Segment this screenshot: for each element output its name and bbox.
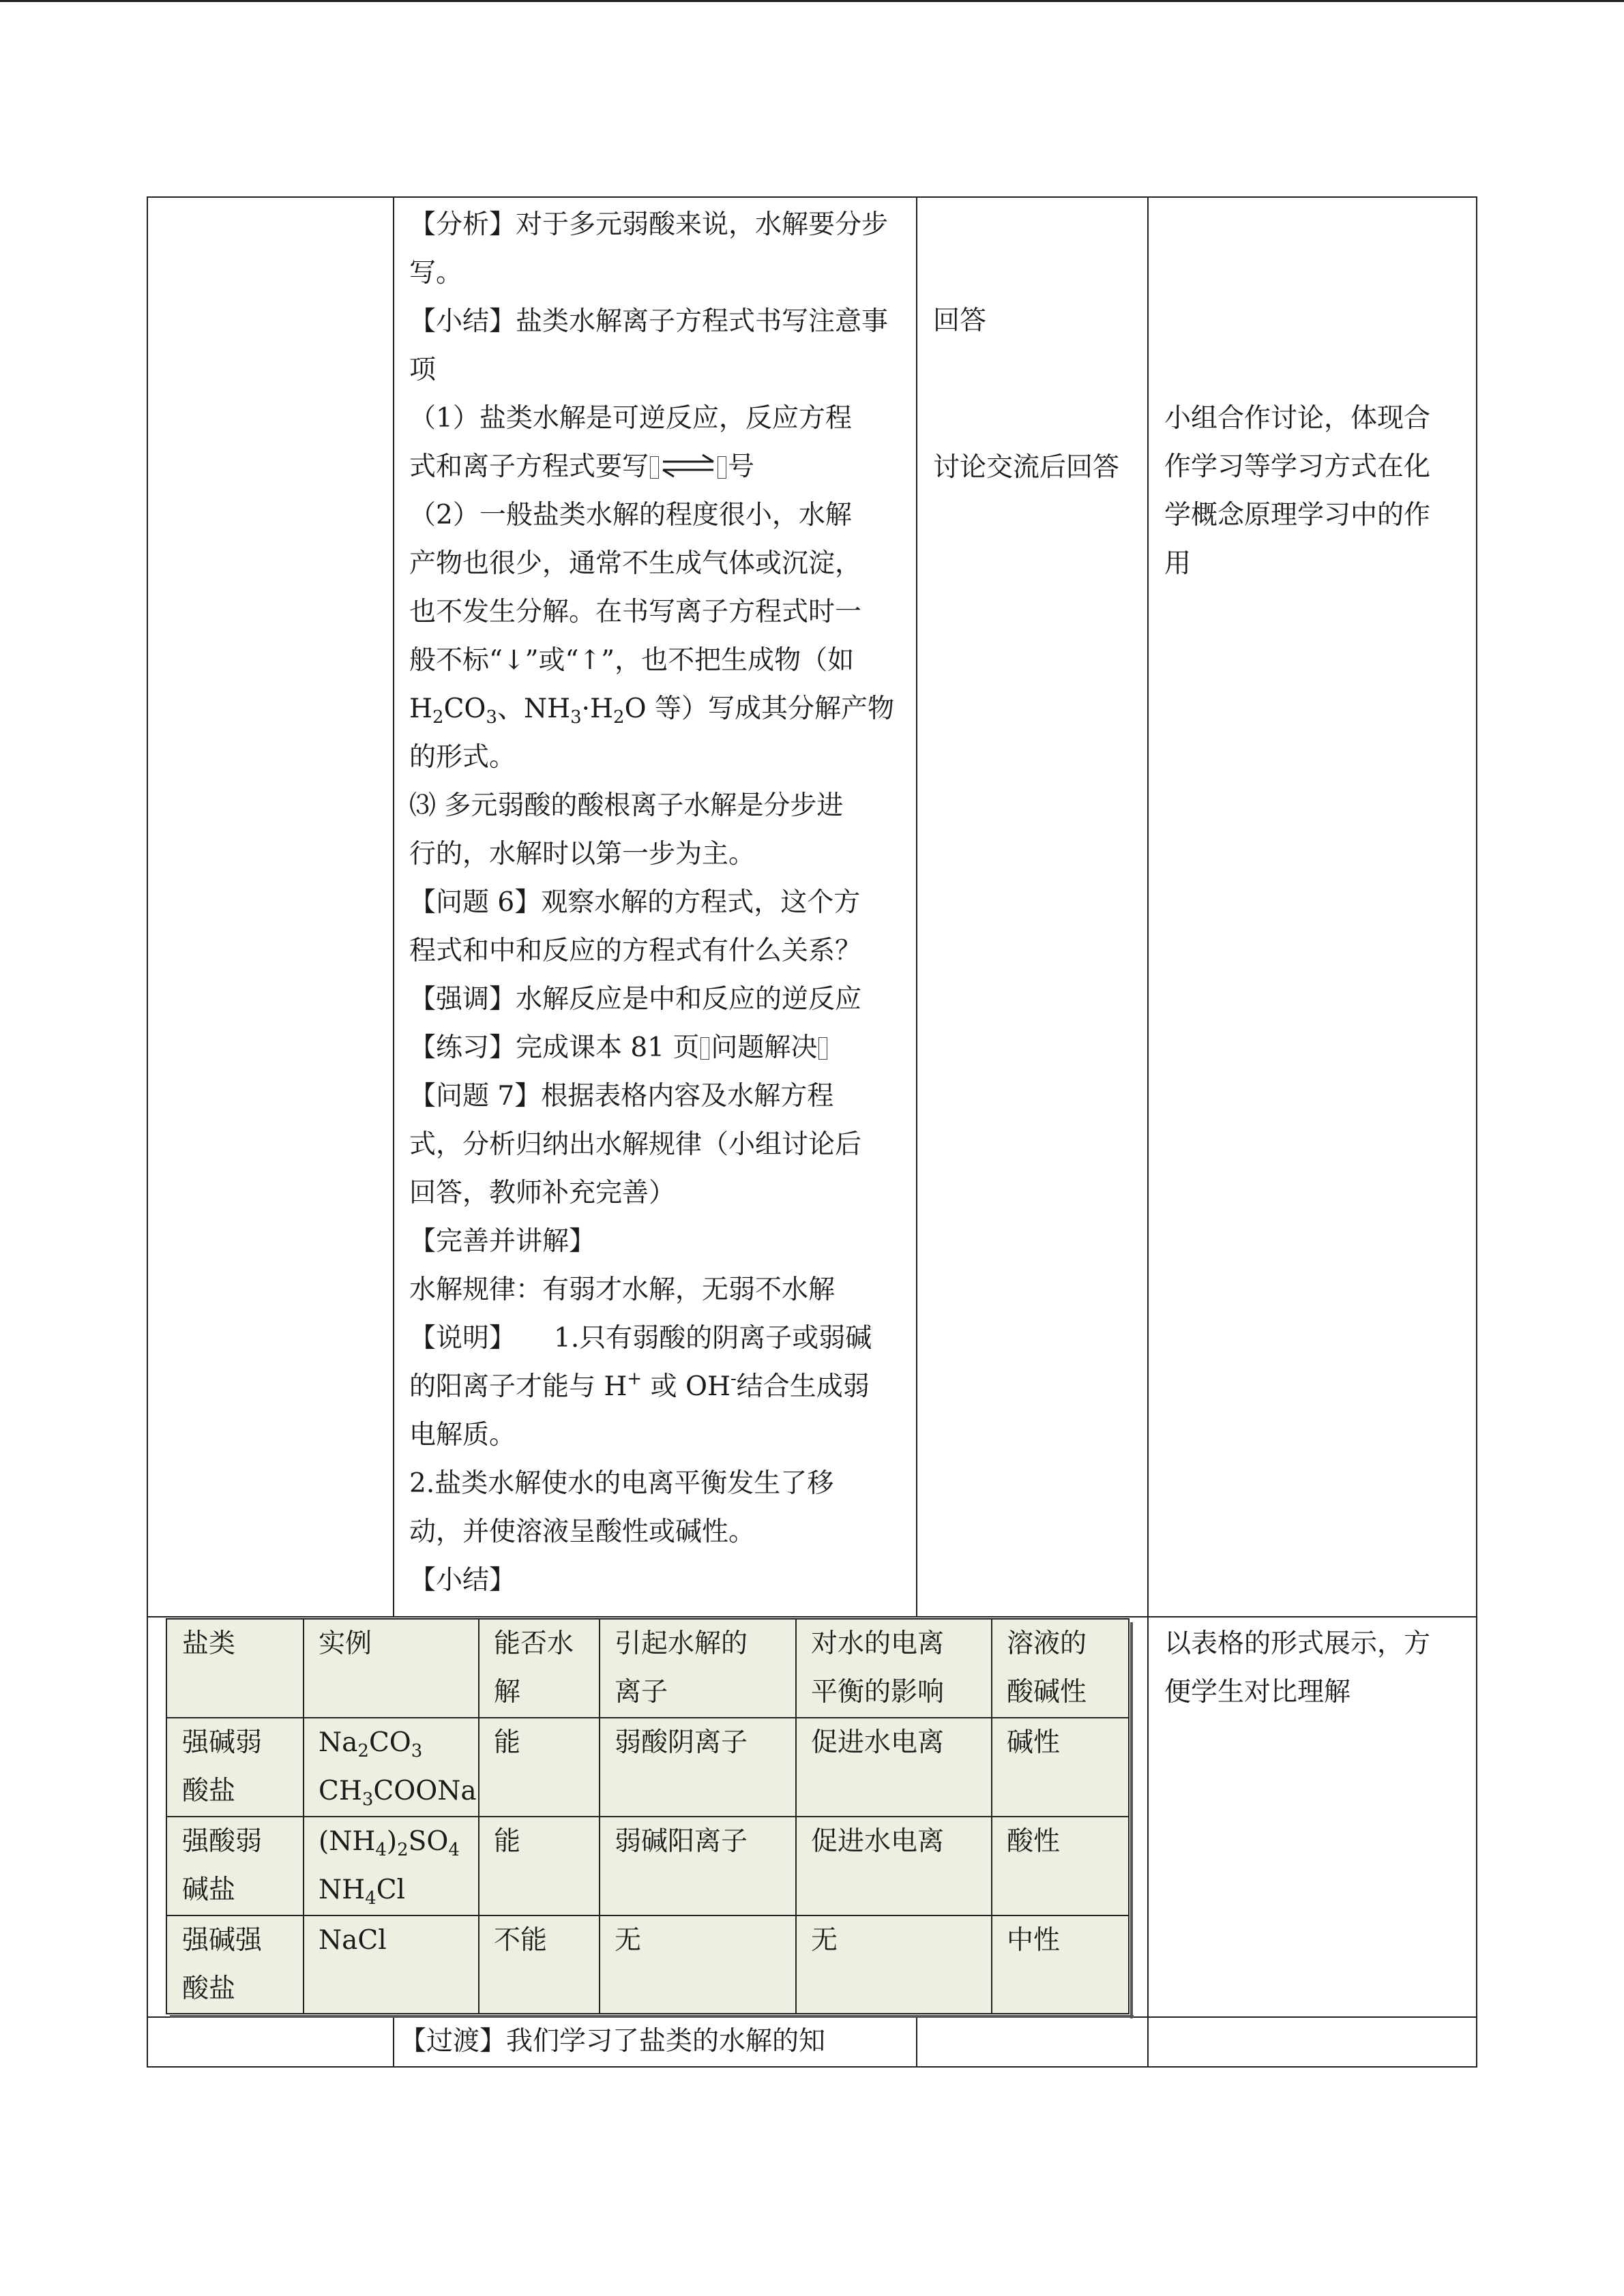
note-line: 2.盐类水解使水的电离平衡发生了移 [409,1468,834,1499]
table-row-3-example: NaCl [319,1925,387,1956]
rule-line: 水解规律：有弱才水解，无弱不水解 [409,1274,836,1305]
header-ion: 引起水解的 离子 [615,1628,748,1708]
table-right-border [1476,196,1477,2068]
table-row-1-ion: 弱酸阴离子 [615,1727,748,1758]
missing-glyph-box [650,456,659,479]
summary-title: 【小结】盐类水解离子方程式书写注意事项 [409,306,889,385]
practice-line: 【练习】完成课本 81 页 问题解决 [409,1024,907,1072]
table-left-border [147,196,148,2068]
table-row-3-type: 强碱强 酸盐 [182,1925,263,2004]
note-line: 的阳离子才能与 H+ 或 OH-结合生成弱 [409,1369,870,1402]
table-row-3-hydrolysis: 不能 [494,1925,548,1956]
point3-line: ⑶ 多元弱酸的酸根离子水解是分步进 [409,790,844,821]
student-discuss: 讨论交流后回答 [933,452,1120,483]
table-row-2-effect: 促进水电离 [811,1826,945,1857]
missing-glyph-box [818,1037,827,1060]
table-row-2-ion: 弱碱阳离子 [615,1826,748,1857]
table-row-1-effect: 促进水电离 [811,1727,945,1758]
header-acidity: 溶液的 酸碱性 [1007,1628,1087,1708]
header-hydrolysis: 能否水 解 [494,1628,574,1708]
student-answer: 回答 [933,305,987,336]
table-row-2-hydrolysis: 能 [494,1826,521,1857]
point3-line: 行的，水解时以第一步为主。 [409,839,756,869]
point1-line: 式和离子方程式要写 号 [409,451,755,482]
small-summary-line: 【小结】 [409,1565,516,1596]
table-row-1-acidity: 碱性 [1007,1727,1061,1758]
table-row-3-effect: 无 [811,1925,838,1956]
table-row-3-acidity: 中性 [1007,1925,1061,1956]
note-line: 【说明】 1.只有弱酸的阴离子或弱碱 [409,1323,872,1354]
point2-line: 也不发生分解。在书写离子方程式时一 [409,597,862,627]
table-row-2-acidity: 酸性 [1007,1826,1061,1857]
point1-line: （1）盐类水解是可逆反应，反应方程 [409,403,852,434]
table-row-1-example: $Na_2CO_3$ $CH_3COONa$ [319,1727,477,1810]
point2-line: 般不标“↓”或“↑”，也不把生成物（如 [409,645,855,676]
note-line: 电解质。 [409,1420,516,1450]
column-divider [393,196,394,1617]
column-divider [916,2016,917,2068]
point2-formula-line: $H_2CO_3$、$NH_3\cdot H_2O$ 等）写成其分解产物 [409,694,894,728]
header-effect: 对水的电离 平衡的影响 [811,1628,945,1708]
salt-hydrolysis-table [166,1618,1130,2014]
reversible-arrow-icon [660,452,716,479]
note-line: 动，并使溶液呈酸性或碱性。 [409,1517,756,1547]
table-row-3-ion: 无 [615,1925,642,1956]
emphasis-line: 【强调】水解反应是中和反应的逆反应 [409,984,862,1015]
page-top-edge [0,0,1624,2]
table-bottom-border [147,2066,1477,2068]
question7-line: 【问题 7】根据表格内容及水解方程 [409,1081,834,1112]
point2-line: 产物也很少，通常不生成气体或沉淀， [409,548,862,579]
question7-line: 式，分析归纳出水解规律（小组讨论后 [409,1129,862,1160]
question7-line: 回答，教师补充完善） [409,1178,676,1208]
header-salt-type: 盐类 [182,1628,236,1659]
table-row-1-hydrolysis: 能 [494,1727,521,1758]
missing-glyph-box [700,1037,709,1060]
column-divider [1147,196,1149,2068]
complete-line: 【完善并讲解】 [409,1226,596,1257]
transition-text: 【过渡】我们学习了盐类的水解的知 [400,2026,826,2057]
design-intent-table-cell: 以表格的形式展示，方 便学生对比理解 [1164,1628,1431,1708]
header-example: 实例 [319,1628,372,1659]
analysis-text: 【分析】对于多元弱酸来说，水解要分步写。 [409,209,889,288]
table-row-2-type: 强酸弱 碱盐 [182,1826,263,1905]
point2-line: 的形式。 [409,742,516,773]
column-divider [393,2016,394,2068]
table-row-1-type: 强碱弱 酸盐 [182,1727,263,1806]
teacher-activity-cell [409,200,907,1605]
design-intent-cell: 小组合作讨论，体现合 作学习等学习方式在化 学概念原理学习中的作 用 [1164,403,1431,579]
table-top-border [147,196,1477,198]
point2-line: （2）一般盐类水解的程度很小，水解 [409,500,852,531]
table-row-2-example: $(NH_4)_2SO_4$ $NH_4Cl$ [319,1826,460,1909]
row-divider [147,1616,1477,1617]
missing-glyph-box [718,456,726,479]
column-divider [916,196,917,1617]
question6-line: 【问题 6】观察水解的方程式，这个方 [409,887,861,918]
question6-line: 程式和中和反应的方程式有什么关系？ [409,936,862,966]
